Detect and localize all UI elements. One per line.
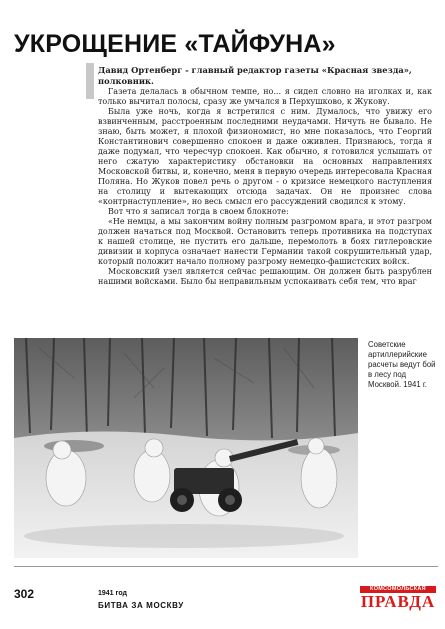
page-number: 302 <box>14 587 35 601</box>
article-quote: «Не немцы, а мы закончим войну полным разгромом врага, и этот разгром должен начаться под Москвой. Остановить теперь противника на подступах к нашей столице, не пустить его дальше, перемолоть в боях гитлеровские дивизии и корпуса означает нанести Германии такой сокрушительный удар, который положит начало полному разгрому немецко-фашистских войск. <box>98 217 432 266</box>
footer-divider <box>14 566 438 567</box>
historical-photo <box>14 338 358 558</box>
page-title: УКРОЩЕНИЕ «ТАЙФУНА» <box>14 30 336 58</box>
article-paragraph: Газета делалась в обычном темпе, но... я сидел словно на иголках и, как только вычитал полосы, сразу же умчался в Перхушково, к Жукову. <box>98 87 432 106</box>
article-paragraph: Вот что я записал тогда в своем блокноте: <box>108 207 289 216</box>
series-year: 1941 год <box>98 590 127 597</box>
article-paragraph: Была уже ночь, когда я встретился с ним. Думалось, что увижу его взвинченным, расстроенным последними неудачами. Ничуть не бывало. Не знаю, быть может, я плохой физиономист, но мне показалось, что Георгий Константинович совершенно спокоен и даже оживлен. Признаюсь, тогда я даже подумал, что чересчур спокоен. Как обычно, я готовился услышать от него сжатую характеристику обстановки на основных направлениях Московской битвы, и, конечно, меня в первую очередь интересовала Красная Поляна. Но Жуков повел речь о другом - о кризисе немецкого наступления на столицу и вытекающих отсюда задачах. Он не произнес слова «контрнаступление», но весь смысл его рассуждений сводился к этому. <box>98 107 432 206</box>
photo-caption: Советские артиллерийские расчеты ведут бой в лесу под Москвой. 1941 г. <box>368 340 436 389</box>
decorative-grey-block <box>86 63 94 99</box>
logo-main-text: ПРАВДА <box>360 592 436 611</box>
article-lead: Давид Ортенберг - главный редактор газеты «Красная звезда», полковник. <box>98 65 412 86</box>
series-title: БИТВА ЗА МОСКВУ <box>98 601 184 610</box>
publisher-logo <box>360 586 436 612</box>
winter-artillery-photo <box>14 338 358 558</box>
logo-top-text: КОМСОМОЛЬСКАЯ <box>360 586 436 593</box>
article-body <box>98 65 432 287</box>
article-paragraph: Московский узел является сейчас решающим. Он должен быть разрублен нашими войсками. Было бы неправильным успокаивать себя тем, что враг <box>98 267 432 286</box>
